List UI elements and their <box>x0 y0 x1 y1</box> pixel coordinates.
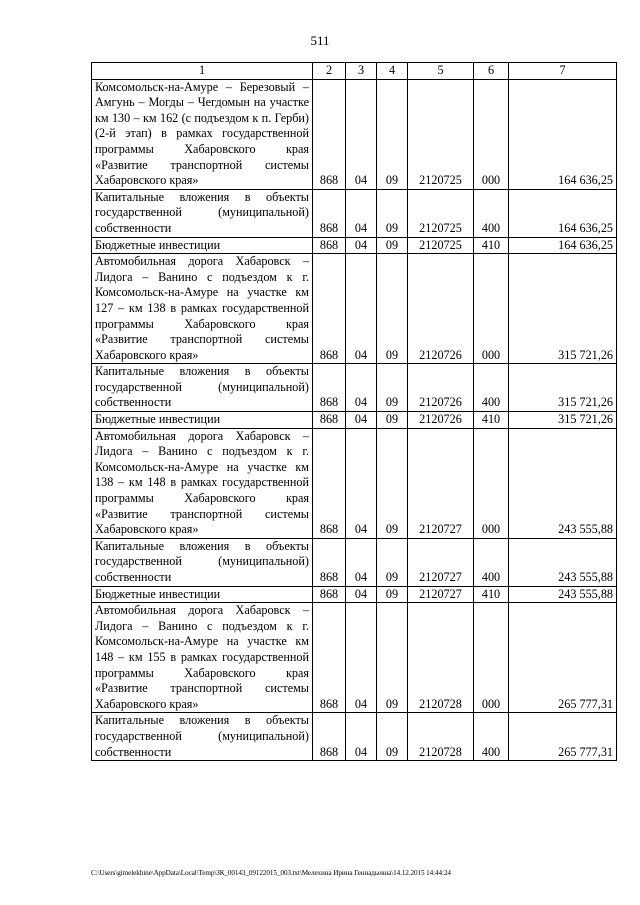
row-code-2: 868 <box>313 364 346 412</box>
row-code-6: 400 <box>474 364 509 412</box>
table-row <box>92 364 617 412</box>
row-code-6: 410 <box>474 412 509 429</box>
row-code-5: 2120725 <box>408 189 474 237</box>
row-code-3: 04 <box>346 538 377 586</box>
row-amount: 164 636,25 <box>509 237 617 254</box>
header-cell: 2 <box>313 63 346 80</box>
table-row <box>92 586 617 603</box>
row-code-6: 410 <box>474 586 509 603</box>
row-name: Автомобильная дорога Хабаровск –Лидога – Ванино с подъездом к г. Комсомольск-на-Амуре на участке км 138 – км 148 в рамках государственной программы Хабаровского края «Развитие транспортной системы Хабаровского края» <box>92 428 313 538</box>
row-code-2: 868 <box>313 713 346 761</box>
row-code-3: 04 <box>346 79 377 189</box>
table-row <box>92 538 617 586</box>
row-code-5: 2120728 <box>408 603 474 713</box>
row-code-2: 868 <box>313 254 346 364</box>
row-name: Комсомольск-на-Амуре – Березовый – Амгунь – Могды – Чегдомын на участке км 130 – км 162 (с подъездом к п. Герби) (2-й этап) в рамках государственной программы Хабаровского края «Развитие транспортной системы Хабаровского края» <box>92 79 313 189</box>
table-row <box>92 189 617 237</box>
row-code-4: 09 <box>377 586 408 603</box>
row-code-2: 868 <box>313 189 346 237</box>
row-amount: 265 777,31 <box>509 603 617 713</box>
header-cell: 3 <box>346 63 377 80</box>
row-code-3: 04 <box>346 254 377 364</box>
row-code-6: 400 <box>474 713 509 761</box>
table-row <box>92 237 617 254</box>
row-amount: 243 555,88 <box>509 538 617 586</box>
row-amount: 315 721,26 <box>509 364 617 412</box>
row-name: Капитальные вложения в объекты государственной (муниципальной) собственности <box>92 189 313 237</box>
row-code-2: 868 <box>313 428 346 538</box>
row-code-2: 868 <box>313 538 346 586</box>
table-row <box>92 428 617 538</box>
header-cell: 4 <box>377 63 408 80</box>
row-name: Капитальные вложения в объекты государственной (муниципальной) собственности <box>92 713 313 761</box>
table-header-row <box>92 63 617 80</box>
row-code-2: 868 <box>313 603 346 713</box>
row-code-6: 000 <box>474 79 509 189</box>
row-code-3: 04 <box>346 364 377 412</box>
file-path-footer: C:\Users\gimelekhine\AppData\Local\Temp\ЗК_00143_09122015_003.txt\Мелехина Ирина Геннадьевна\14.12.2015 14:44:24 <box>91 869 451 877</box>
table-row <box>92 713 617 761</box>
row-code-6: 000 <box>474 254 509 364</box>
row-code-3: 04 <box>346 428 377 538</box>
row-code-4: 09 <box>377 254 408 364</box>
budget-table <box>91 62 617 761</box>
row-code-2: 868 <box>313 586 346 603</box>
row-amount: 243 555,88 <box>509 586 617 603</box>
page-number: 511 <box>310 33 330 48</box>
row-code-5: 2120726 <box>408 412 474 429</box>
header-cell: 6 <box>474 63 509 80</box>
row-code-4: 09 <box>377 79 408 189</box>
row-code-3: 04 <box>346 189 377 237</box>
row-code-3: 04 <box>346 603 377 713</box>
row-code-2: 868 <box>313 412 346 429</box>
row-amount: 315 721,26 <box>509 412 617 429</box>
row-code-6: 400 <box>474 189 509 237</box>
row-code-4: 09 <box>377 428 408 538</box>
table-row <box>92 79 617 189</box>
row-code-4: 09 <box>377 603 408 713</box>
row-code-3: 04 <box>346 412 377 429</box>
row-code-6: 000 <box>474 428 509 538</box>
table-row <box>92 254 617 364</box>
header-cell: 5 <box>408 63 474 80</box>
row-code-4: 09 <box>377 237 408 254</box>
row-name: Капитальные вложения в объекты государственной (муниципальной) собственности <box>92 538 313 586</box>
row-code-6: 000 <box>474 603 509 713</box>
row-code-6: 410 <box>474 237 509 254</box>
row-name: Автомобильная дорога Хабаровск – Лидога – Ванино с подъездом к г. Комсомольск-на-Амуре на участке км 148 – км 155 в рамках государственной программы Хабаровского края «Развитие транспортной системы Хабаровского края» <box>92 603 313 713</box>
row-amount: 164 636,25 <box>509 189 617 237</box>
row-name: Капитальные вложения в объекты государственной (муниципальной) собственности <box>92 364 313 412</box>
row-name: Автомобильная дорога Хабаровск – Лидога – Ванино с подъездом к г. Комсомольск-на-Амуре на участке км 127 – км 138 в рамках государственной программы Хабаровского края «Развитие транспортной системы Хабаровского края» <box>92 254 313 364</box>
row-code-5: 2120726 <box>408 254 474 364</box>
row-code-5: 2120728 <box>408 713 474 761</box>
row-code-4: 09 <box>377 713 408 761</box>
table-row <box>92 603 617 713</box>
row-code-4: 09 <box>377 538 408 586</box>
row-code-4: 09 <box>377 189 408 237</box>
row-name: Бюджетные инвестиции <box>92 412 313 429</box>
row-code-4: 09 <box>377 364 408 412</box>
row-code-5: 2120725 <box>408 237 474 254</box>
row-amount: 164 636,25 <box>509 79 617 189</box>
row-code-2: 868 <box>313 79 346 189</box>
row-code-3: 04 <box>346 237 377 254</box>
row-code-6: 400 <box>474 538 509 586</box>
row-amount: 265 777,31 <box>509 713 617 761</box>
row-code-5: 2120727 <box>408 428 474 538</box>
row-code-3: 04 <box>346 586 377 603</box>
row-amount: 315 721,26 <box>509 254 617 364</box>
row-code-5: 2120727 <box>408 538 474 586</box>
row-code-5: 2120727 <box>408 586 474 603</box>
header-cell: 7 <box>509 63 617 80</box>
row-name: Бюджетные инвестиции <box>92 586 313 603</box>
row-code-5: 2120725 <box>408 79 474 189</box>
row-code-2: 868 <box>313 237 346 254</box>
row-code-3: 04 <box>346 713 377 761</box>
row-code-4: 09 <box>377 412 408 429</box>
table-row <box>92 412 617 429</box>
row-code-5: 2120726 <box>408 364 474 412</box>
header-cell: 1 <box>92 63 313 80</box>
row-amount: 243 555,88 <box>509 428 617 538</box>
row-name: Бюджетные инвестиции <box>92 237 313 254</box>
